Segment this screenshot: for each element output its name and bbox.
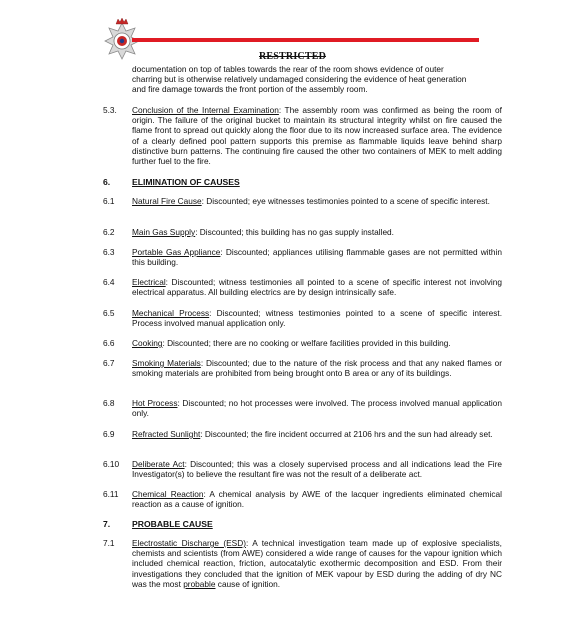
item-text [132,398,502,418]
item-text [132,105,502,166]
item-body: : Discounted; appliances utilising flammable gases are not permitted within this building. [132,247,502,268]
item-text [132,247,502,267]
item-number: 6.1 [103,196,115,206]
item-body: : Discounted; there are no cooking or welfare facilities provided in this building. [162,338,451,348]
item-title: Conclusion of the Internal Examination [132,105,279,115]
item-body: : Discounted; the fire incident occurred at 2106 hrs and the sun had already set. [200,429,493,439]
item-title: Natural Fire Cause [132,196,202,206]
intro-line: and fire damage towards the front portion of the assembly room. [132,84,368,95]
item-number: 5.3. [103,105,117,115]
item-number: 6.4 [103,277,115,287]
item-number: 6.8 [103,398,115,408]
item-title: Main Gas Supply [132,227,196,237]
item-title: Mechanical Process [132,308,210,318]
intro-line: documentation on top of tables towards the rear of the room shows evidence of outer [132,64,444,74]
item-body: : Discounted; eye witnesses testimonies pointed to a scene of specific interest. [201,196,490,206]
item-number: 6.6 [103,338,115,348]
item-text [132,277,502,297]
item-number: 6.9 [103,429,115,439]
item-body: : Discounted; witness testimonies all pointed to a scene of specific interest not involving electrical apparatus. All building electrics are by design intrinsically safe. [132,277,502,298]
item-body: : The assembly room was confirmed as being the room of origin. The failure of the original bucket to maintain its structural integrity whilst on fire caused the flame front to spread out quickly along the floor due to its now increased surface area. The evidence of a clearly defined pool pattern supports this premise as flammable liquids leave behind sharp distinctive burn patterns. The continuing fire caused the other two containers of MEK to melt adding further fuel to the fire. [132,105,502,167]
item-title: Refracted Sunlight [132,429,201,439]
item-emphasis: probable [183,578,216,589]
section-number: 7. [103,519,111,529]
item-title: Electrical [132,277,166,287]
item-title: Electrostatic Discharge (ESD) [132,538,246,548]
item-number: 6.2 [103,227,115,237]
item-body: : Discounted; this building has no gas supply installed. [195,227,394,237]
section-title: PROBABLE CAUSE [132,519,213,529]
item-title: Smoking Materials [132,358,201,368]
item-text [132,459,502,479]
section-title: ELIMINATION OF CAUSES [132,177,240,187]
item-body: : Discounted; no hot processes were involved. The process involved manual application only. [132,398,502,419]
item-text [132,358,502,378]
item-title: Deliberate Act [132,459,185,469]
intro-line: charring but is otherwise relatively undamaged considering the evidence of heat generation [132,74,467,85]
item-body: : Discounted; due to the nature of the risk process and that any naked flames or smoking materials are prohibited from being brought onto B area or any of its buildings. [132,358,502,379]
item-title: Chemical Reaction [132,489,204,499]
item-body: : A technical investigation team made up of explosive specialists, chemists and scientists (from AWE) considered a wide range of causes for the vapour ignition which included chemical reaction, friction, autocatalytic exothermic decomposition and ESD. From their investigations they concluded that the ignition of MEK vapour by ESD during the adding of dry NC was the most [132,538,502,589]
section-number: 6. [103,177,111,187]
item-text [132,196,502,206]
item-number: 7.1 [103,538,115,548]
item-number: 6.10 [103,459,120,469]
header-rule [132,38,479,42]
item-number: 6.7 [103,358,115,368]
item-number: 6.3 [103,247,115,257]
item-body: : Discounted; this was a closely supervised process and all indications lead the Fire Investigator(s) to believe the resultant fire was not the result of a deliberate act. [132,459,502,480]
item-text [132,429,502,439]
item-text [132,227,502,237]
item-body-end: cause of ignition. [215,578,281,589]
item-number: 6.11 [103,489,119,499]
item-text [132,538,502,589]
item-title: Portable Gas Appliance [132,247,221,257]
item-text [132,308,502,328]
item-body: : A chemical analysis by AWE of the lacquer ingredients eliminated chemical reaction as a cause of ignition. [132,489,502,510]
item-body: : Discounted; witness testimonies pointed to a scene of specific interest. Process involved manual application only. [132,308,502,329]
classification-marking: RESTRICTED [258,51,327,62]
item-title: Hot Process [132,398,178,408]
item-number: 6.5 [103,308,115,318]
item-text [132,489,502,509]
item-title: Cooking [132,338,163,348]
item-text [132,338,502,348]
